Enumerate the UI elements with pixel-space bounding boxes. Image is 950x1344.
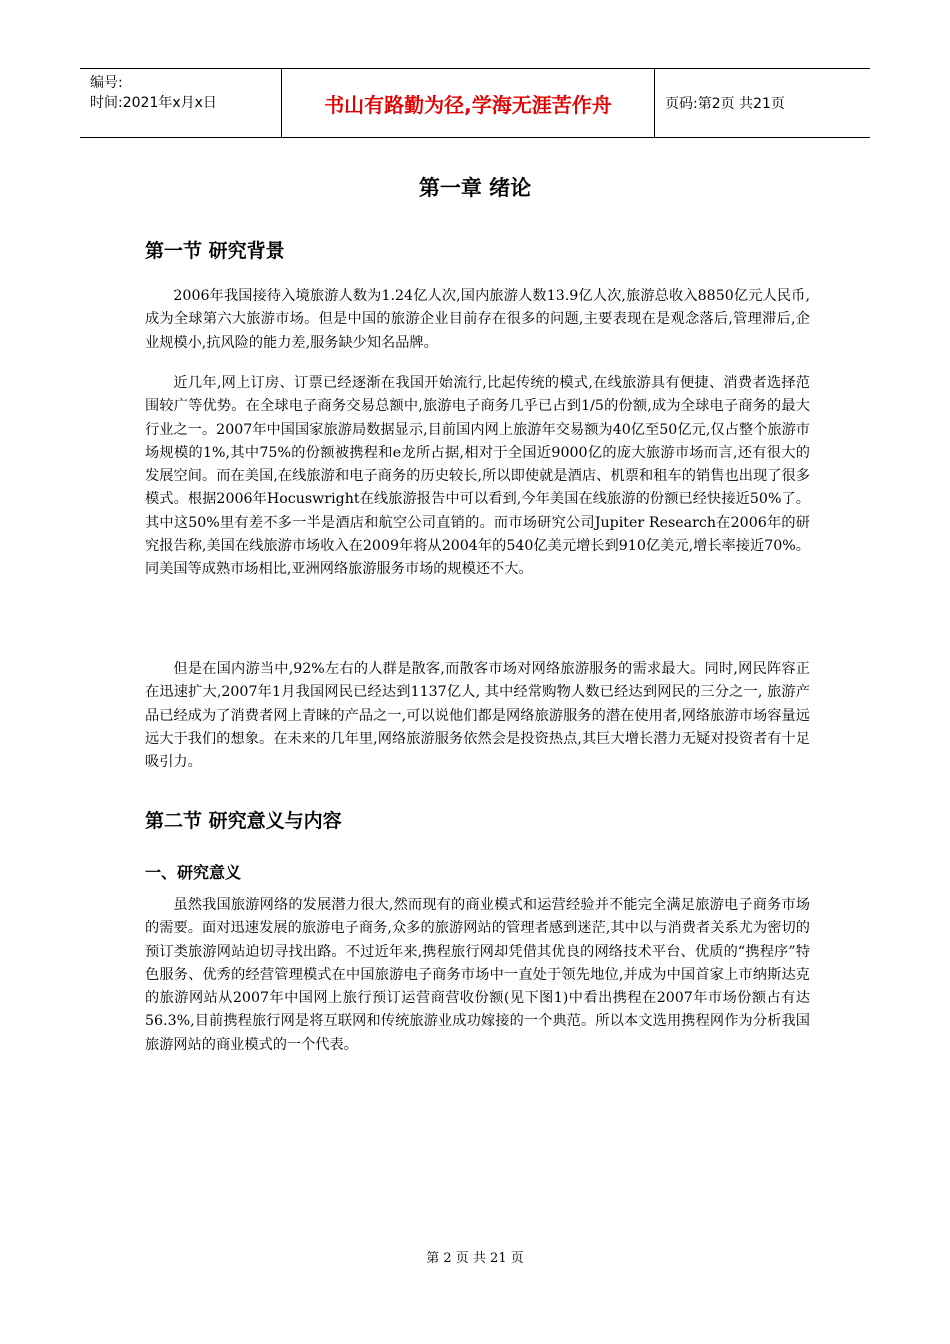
date-label: 时间:2021年x月x日: [90, 95, 217, 111]
section-1-title: 第一节 研究背景: [145, 240, 285, 262]
page-footer: 第 2 页 共 21 页: [426, 1251, 524, 1266]
section-2-title: 第二节 研究意义与内容: [145, 810, 342, 832]
header-meta: [80, 69, 282, 137]
page-header: [80, 68, 870, 138]
section-1-paragraph-3: 但是在国内游当中,92%左右的人群是散客,而散客市场对网络旅游服务的需求最大。同时,网民阵容正在迅速扩大,2007年1月我国网民已经达到1137亿人, 其中经常购物人数已经达到网民的三分之一, 旅游产品已经成为了消费者网上青睐的产品之一,可以说他们都是网络旅游服务的潜在使用者,网络旅游市场容量远远大于我们的想象。在未来的几年里,网络旅游服务依然会是投资热点,其巨大增长潜力无疑对投资者有十足吸引力。: [145, 661, 810, 771]
header-motto: 书山有路勤为径,学海无涯苦作舟: [282, 69, 655, 137]
section-2-paragraph: 虽然我国旅游网络的发展潜力很大,然而现有的商业模式和运营经验并不能完全满足旅游电子商务市场的需要。面对迅速发展的旅游电子商务,众多的旅游网站的管理者感到迷茫,其中以与消费者关系尤为密切的预订类旅游网站迫切寻找出路。不过近年来,携程旅行网却凭借其优良的网络技术平台、优质的“携程序”特色服务、优秀的经营管理模式在中国旅游电子商务市场中一直处于领先地位,并成为中国首家上市纳斯达克的旅游网站从2007年中国网上旅行预订运营商营收份额(见下图1)中看出携程在2007年市场份额占有达56.3%,目前携程旅行网是将互联网和传统旅游业成功嫁接的一个典范。所以本文选用携程网作为分析我国旅游网站的商业模式的一个代表。: [145, 897, 810, 1053]
subsection-title: 一、研究意义: [145, 863, 242, 882]
chapter-title: 第一章 绪论: [418, 176, 532, 200]
number-label: 编号:: [90, 75, 123, 91]
header-page-info: 页码:第2页 共21页: [665, 96, 785, 112]
section-1-paragraph-1: 2006年我国接待入境旅游人数为1.24亿人次,国内旅游人数13.9亿人次,旅游总收入8850亿元人民币,成为全球第六大旅游市场。但是中国的旅游企业目前存在很多的问题,主要表现在是观念落后,管理滞后,企业规模小,抗风险的能力差,服务缺少知名品牌。: [145, 288, 810, 351]
section-1-paragraph-2: 近几年,网上订房、订票已经逐渐在我国开始流行,比起传统的模式,在线旅游具有便捷、消费者选择范围较广等优势。在全球电子商务交易总额中,旅游电子商务几乎已占到1/5的份额,成为全球电子商务的最大行业之一。2007年中国国家旅游局数据显示,目前国内网上旅游年交易额为40亿至50亿元,仅占整个旅游市场规模的1%,其中75%的份额被携程和e龙所占据,相对于全国近9000亿的庞大旅游市场而言,还有很大的发展空间。而在美国,在线旅游和电子商务的历史较长,所以即使就是酒店、机票和租车的销售也出现了很多模式。根据2006年Hocuswright在线旅游报告中可以看到,今年美国在线旅游的份额已经快接近50%了。其中这50%里有差不多一半是酒店和航空公司直销的。而市场研究公司Jupiter Research在2006年的研究报告称,美国在线旅游市场收入在2009年将从2004年的540亿美元增长到910亿美元,增长率接近70%。同美国等成熟市场相比,亚洲网络旅游服务市场的规模还不大。: [145, 375, 810, 578]
